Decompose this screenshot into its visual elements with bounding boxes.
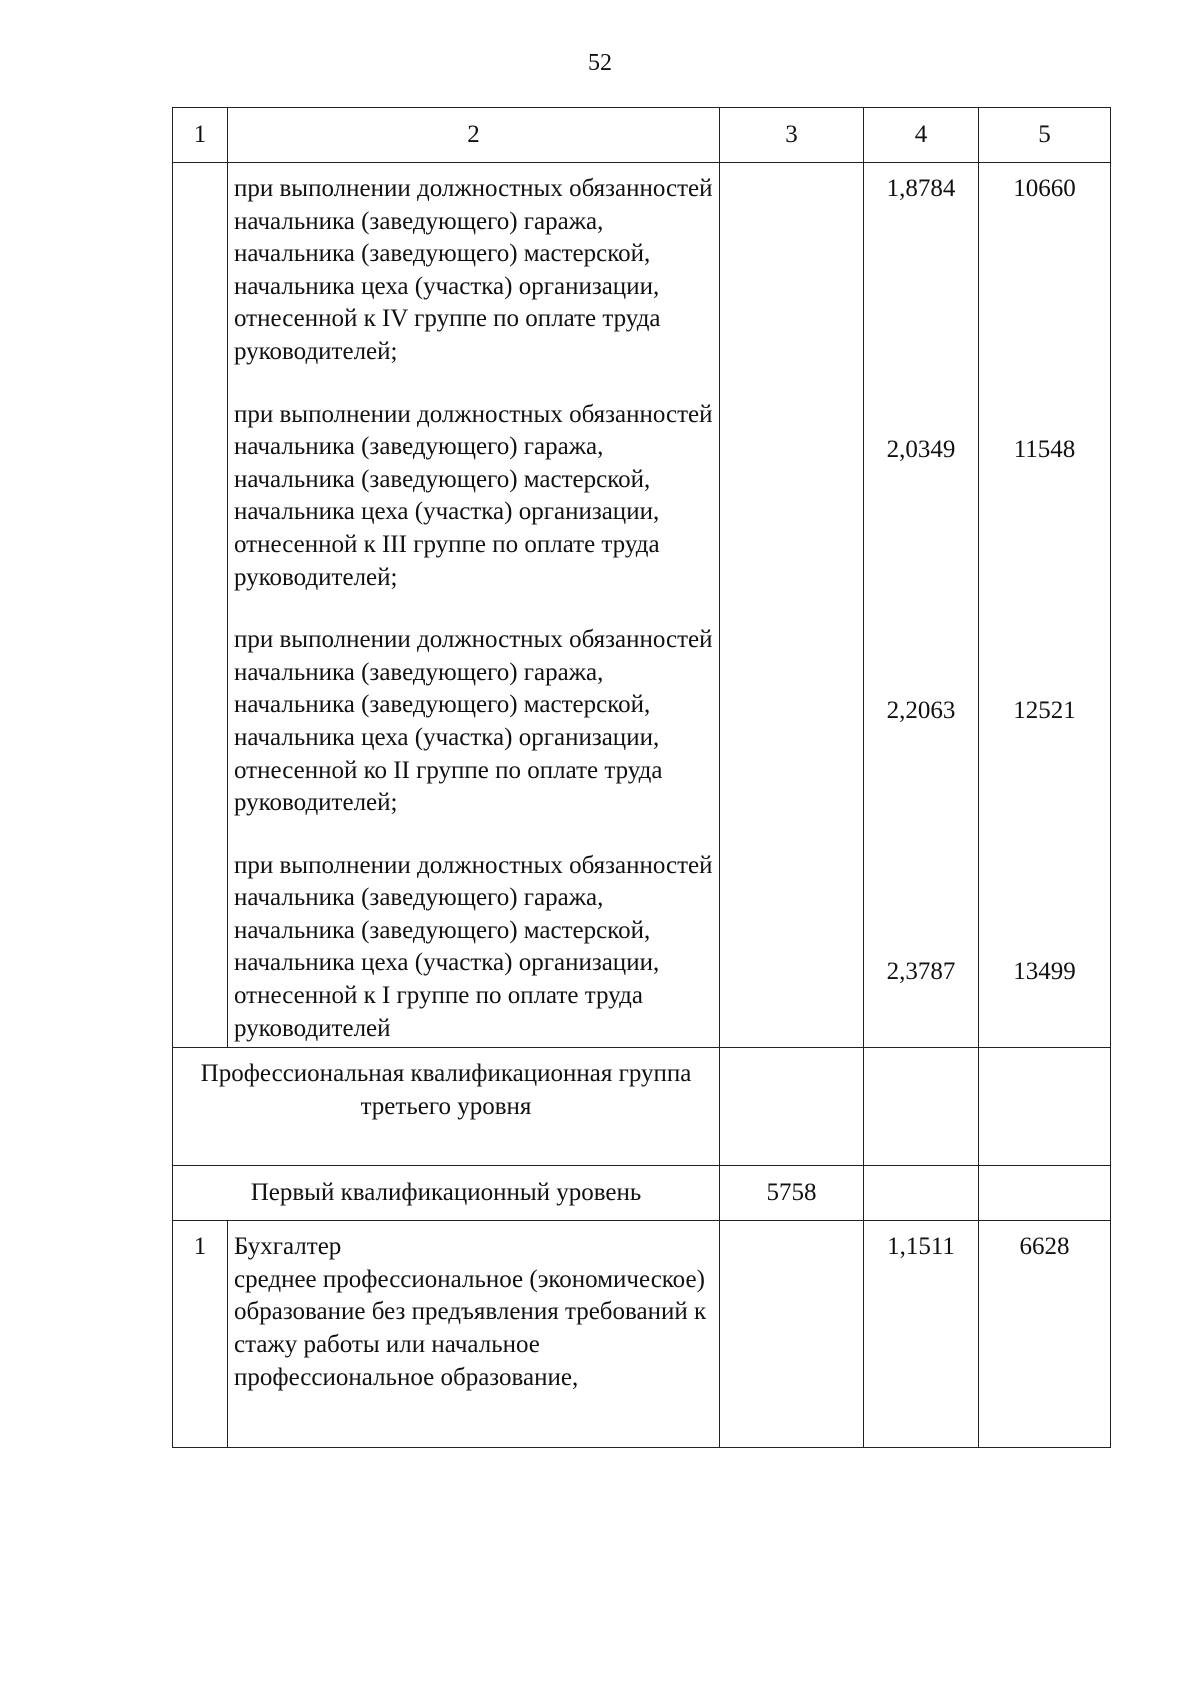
continuation-num-cell [173, 163, 228, 1048]
header-cell-1: 1 [173, 108, 228, 163]
continuation-salary-cell [979, 163, 1111, 1048]
group-title: Профессиональная квалификационная группа третьего уровня [173, 1048, 720, 1166]
level-cell-5 [979, 1166, 1111, 1221]
coef-value: 2,3787 [886, 958, 956, 985]
header-cell-5: 5 [979, 108, 1111, 163]
level-cell-4 [864, 1166, 979, 1221]
level-base-salary: 5758 [720, 1166, 864, 1221]
position-requirements: среднее профессиональное (экономическое) образование без предъявления требований к стажу работы или начальное профессиональное образование, [234, 1265, 707, 1391]
group-cell-5 [979, 1048, 1111, 1166]
salary-table [172, 107, 1111, 1448]
entry-text: при выполнении должностных обязанностей начальника (заведующего) гаража, начальника (заведующего) мастерской, начальника цеха (участка) организации, отнесенной ко II группе по оплате труда руководителей; [234, 626, 713, 817]
group-cell-4 [864, 1048, 979, 1166]
coef-value: 2,2063 [886, 697, 956, 724]
salary-value: 10660 [1013, 175, 1076, 202]
continuation-base-cell [720, 163, 864, 1048]
accountant-row [173, 1221, 1111, 1448]
salary-value: 11548 [1013, 436, 1076, 463]
continuation-coef-cell [864, 163, 979, 1048]
page-number: 52 [588, 50, 612, 76]
row-number: 1 [173, 1221, 228, 1448]
salary-value: 13499 [1013, 958, 1076, 985]
header-cell-4: 4 [864, 108, 979, 163]
entry-text: при выполнении должностных обязанностей начальника (заведующего) гаража, начальника (заведующего) мастерской, начальника цеха (участка) организации, отнесенной к IV группе по оплате труда руководителей; [234, 175, 713, 365]
row-base-cell [720, 1221, 864, 1448]
group-row [173, 1048, 1111, 1166]
position-title: Бухгалтер [234, 1233, 342, 1261]
coef-value: 2,0349 [886, 436, 956, 463]
row-description [228, 1221, 720, 1448]
level-title: Первый квалификационный уровень [173, 1166, 720, 1221]
salary-value: 12521 [1013, 697, 1076, 724]
header-row [173, 108, 1111, 163]
header-cell-3: 3 [720, 108, 864, 163]
level-row [173, 1166, 1111, 1221]
header-cell-2: 2 [228, 108, 720, 163]
continuation-row [173, 163, 1111, 1048]
group-cell-3 [720, 1048, 864, 1166]
continuation-text-cell [228, 163, 720, 1048]
coef-value: 1,8784 [886, 175, 956, 202]
row-salary: 6628 [979, 1221, 1111, 1448]
entry-text: при выполнении должностных обязанностей начальника (заведующего) гаража, начальника (заведующего) мастерской, начальника цеха (участка) организации, отнесенной к III группе по оплате труда руководителей; [234, 400, 713, 591]
row-coef: 1,1511 [864, 1221, 979, 1448]
entry-text: при выполнении должностных обязанностей начальника (заведующего) гаража, начальника (заведующего) мастерской, начальника цеха (участка) организации, отнесенной к I группе по оплате труда руководителей [234, 851, 713, 1042]
